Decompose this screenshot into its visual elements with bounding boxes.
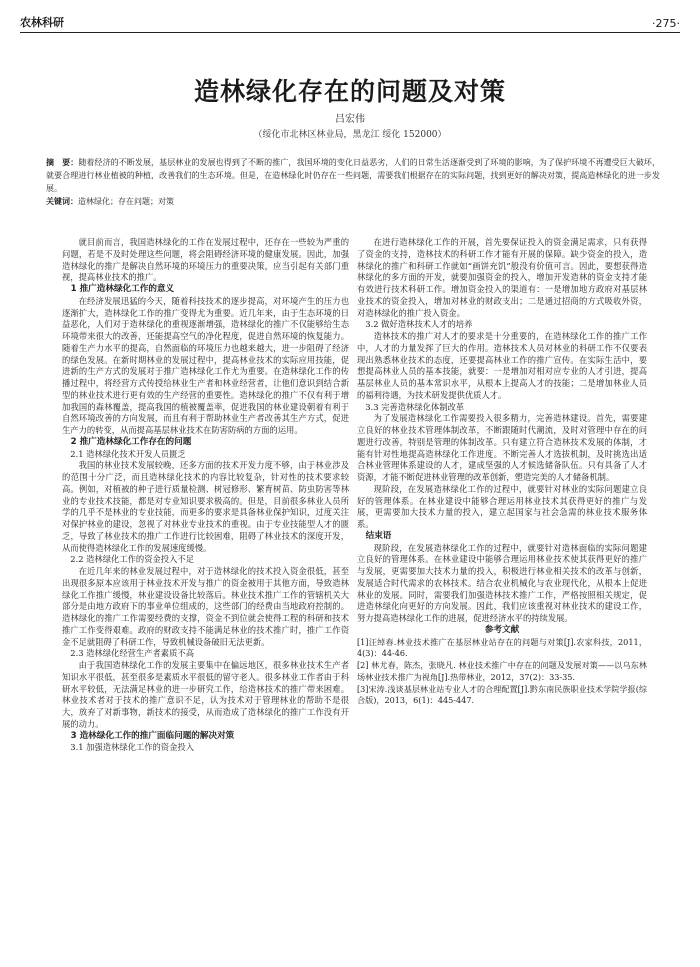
abstract-block <box>46 156 660 208</box>
section-heading: 结束语 <box>365 530 392 541</box>
body-paragraph: 由于我国造林绿化工作的发展主要集中在偏远地区，很多林业技术生产者知识水平很低，甚至很多是素质水平很低的留守老人。很多林业工作者由于科研水平较低，无法满足林业的进一步研究工作，给造林技术的推广带来困难。林业技术者对于技术的推广意识不足，认为技术对于管理林业的帮助不是很大，放弃了对新事物，新技术的接受，从而造成了造林绿化的推广工作没有开展的动力。 <box>62 660 349 729</box>
subsection-heading: 2.2 造林绿化工作的资金投入不足 <box>70 554 194 565</box>
abstract-label: 摘 要： <box>46 158 79 167</box>
reference-item: [2] 林尤春，陈杰，张晓凡. 林业技术推广中存在的问题及发展对策——以乌东林场林业技术推广为视角[J].热带林业，2012，37(2)：33-35. <box>357 660 647 682</box>
keywords-line <box>46 195 660 208</box>
abstract-text: 随着经济的不断发展，基层林业的发展也得到了不断的推广，我国环境的变化日益恶劣，人们的日常生活逐渐受到了环境的影响，为了保护环境不再遭受巨大破坏，就要合理进行林业植被的种植，改善我们的生态环境。但是，在造林绿化时仍存在一些问题，需要我们根据存在的实际问题，找到更好的解决对策，提高造林绿化的进一步发展。 <box>46 158 661 193</box>
section-heading: 2 推广造林绿化工作存在的问题 <box>70 436 192 447</box>
subsection-heading: 3.3 完善造林绿化体制改革 <box>365 401 465 412</box>
reference-item: [3]宋涛.浅谈基层林业站专业人才的合理配置[J].黔东南民族职业技术学院学报(综合版)，2013，6(1)：445-447. <box>357 683 647 706</box>
paper-title: 造林绿化存在的问题及对策 <box>193 77 506 106</box>
keywords-text: 造林绿化；存在问题；对策 <box>78 197 174 206</box>
body-paragraph: 为了发展造林绿化工作需要投入很多精力，完善造林建设。首先，需要建立良好的林业技术管理体制改革，不断跟随时代潮流，及时对管理中存在的问题进行改善，特别是管理的体制改革。只有建立符合造林技术发展的体制，才能有针对性地提高造林绿化工作进度。不断完善人才选拔机制，及时挑选出适合林业管理体系建设的人才，建成坚强的人才候选储备队伍。只有具备了人才资源，才能不断促进林业管理的改革创新，塑造完美的人才储备机制。 <box>357 413 647 482</box>
references-heading: 参考文献 <box>484 624 520 635</box>
section-heading: 3 造林绿化工作的推广面临问题的解决对策 <box>70 730 235 741</box>
body-paragraph: 现阶段，在发展造林绿化工作的过程中，就要针对林业的实际问题建立良好的管理体系。在林业建设中能够合理运用林业技术其获得更好的推广与发展，更需要加大技术力量的投入，建立起国家与社会急需的林业技术服务体系。 <box>357 483 647 529</box>
body-paragraph: 在经济发展迅猛的今天，随着科技技术的逐步提高，对环境产生的压力也逐渐扩大，造林绿化工作的推广变得尤为重要。近几年来，由于生态环境的日益恶化，人们对于造林绿化的重视逐渐增强，造林绿化的推广不仅能够给生态环境带来很大的改善，还能提高空气的净化程度，促进自然环境的恢复能力。随着生产力水平的提高，自然面临的环境压力也越来越大，进一步阻碍了经济的绿色发展。在新时期林业的发展过程中，提高林业技术的实际应用技能，促进新的生产方式的发展对于推广造林绿化工作尤为重要。在造林绿化工作的传播过程中，将经营方式传授给林业生产者和林业经营者，让他们意识到结合新型的林业技术进行更有效的生产经营的重要性。造林绿化的推广不仅有利于增加我国的森林覆盖，提高我国的植被覆盖率，促进我国的林业建设朝着有利于自然环境改善的方向发展，而且有利于帮助林业生产者改善其生产方式，促进生产力的转变，从而提高基层林业技术在防害防病的方面的运用。 <box>62 295 349 435</box>
page-number: ·275· <box>652 17 680 30</box>
body-paragraph: 在进行造林绿化工作的开展，首先要保证投入的资金满足需求，只有获得了资金的支持，造林技术的科研工作才能有开展的保障。缺少资金的投入，造林绿化的推广和科研工作就如“画饼充饥”般没有价值可言。因此，要想获得造林绿化的多方面的开发，就要加强资金的投入，增加开发造林的资金支持才能有效进行技术科研工作。增加资金投入的渠道有：一是增加地方政府对基层林业技术的资金投入，增加对林业的财政支出；二是通过招商的方式吸收外资，对造林绿化的推广投入资金。 <box>357 237 647 318</box>
section-heading: 1 推广造林绿化工作的意义 <box>70 284 175 294</box>
body-paragraph: 现阶段，在发展造林绿化工作的过程中，就要针对造林面临的实际问题建立良好的管理体系。在林业建设中能够合理运用林业技术使其获得更好的推广与发展，更需要加大技术力量的投入，积极进行林业相关技术的改革与创新，发展适合时代需求的农林技术。结合农业机械化与农业现代化，从根本上促进林业的发展。同时，需要我们加强造林技术推广工作，严格按照相关规定，促进造林绿化向更好的方向发展。因此，我们应该重视对林业技术的建设工作，努力提高造林绿化工作的进展，促进经济水平的持续发展。 <box>357 542 647 623</box>
subsection-heading: 3.1 加强造林绿化工作的资金投入 <box>70 742 194 753</box>
subsection-heading: 3.2 做好造林技术人才的培养 <box>365 319 473 330</box>
left-column <box>62 237 349 754</box>
author-name: 吕宏伟 <box>335 114 365 125</box>
subsection-heading: 2.1 造林绿化技术开发人员匮乏 <box>70 448 186 459</box>
body-paragraph: 造林技术的推广对人才的要求是十分重要的，在造林绿化工作的推广工作中，人才的力量发挥了巨大的作用。造林技术人员对林业的科研工作不仅要表现出熟悉林业技术的态度，还要提高林业工作的推广宣传。在实际生活中，要想提高林业人员的基本技能，就要：一是增加对相对应专业的人才引进，提高基层林业人员的基本常识水平，从根本上提高人才的技能；二是增加林业人员的福利待遇，为技术研发提供优质人才。 <box>357 331 647 400</box>
subsection-heading: 2.3 造林绿化经营生产者素质不高 <box>70 648 194 659</box>
abstract-paragraph <box>46 156 660 195</box>
keywords-label: 关键词： <box>46 197 78 206</box>
author-affiliation: （绥化市北林区林业局，黑龙江 绥化 152000） <box>253 130 447 140</box>
journal-name: 农林科研 <box>20 16 64 29</box>
running-head <box>20 10 680 33</box>
right-column <box>357 237 647 707</box>
body-paragraph: 在近几年来的林业发展过程中，对于造林绿化的技术投入资金很低，甚至出现很多原本应该用于林业技术开发与推广的资金被用于其他方面，导致造林绿化工作推广缓慢，林业建设设备比较落后。林业技术推广工作的管辖机关大部分是由地方政府下的事业单位组成的，这些部门的经费由当地政府控制的。造林绿化的推广工作需要经费的支撑，资金不到位就会使得工程的科研和技术推广工作变得艰难。政府的财政支持不能满足林业的技术推广时，推广工作资金不足就阻碍了科研工作，导致机械设备破旧无法更新。 <box>62 566 349 647</box>
body-paragraph: 我国的林业技术发展较晚，还多方面的技术开发力度不够，由于林业涉及的范围十分广泛，而且造林绿化技术的内容比较复杂，针对性的技术要求较高。例如，对植被的种子进行质量检测、树冠修形、繁育树苗、防虫防害等林业的专业技术技能，都是对专业知识要求极高的。但是，目前很多林业人员所学的几乎不是林业的专业技能，而更多的要求是具备林业保护知识，过度关注对保护林业的建设，忽视了对林业专业技术的重视。由于专业技能型人才的匮乏，导致了林业技术的推广工作进行比较困难，阻碍了林业技术的深度开发，从而使得造林绿化工作的发展速度缓慢。 <box>62 460 349 553</box>
body-paragraph: 就目前而言，我国造林绿化的工作在发展过程中，还存在一些较为严重的问题，若是不及时处理这些问题，将会阻碍经济环境的健康发展。因此，加强造林绿化的推广是解决自然环境的环境压力的重要决策，应当引起有关部门重视，提高林业技术的推广。 <box>62 237 349 283</box>
reference-item: [1]汪绰春.林业技术推广在基层林业站存在的问题与对策[J].农家科技，2011，4(3)：44-46. <box>357 636 647 659</box>
